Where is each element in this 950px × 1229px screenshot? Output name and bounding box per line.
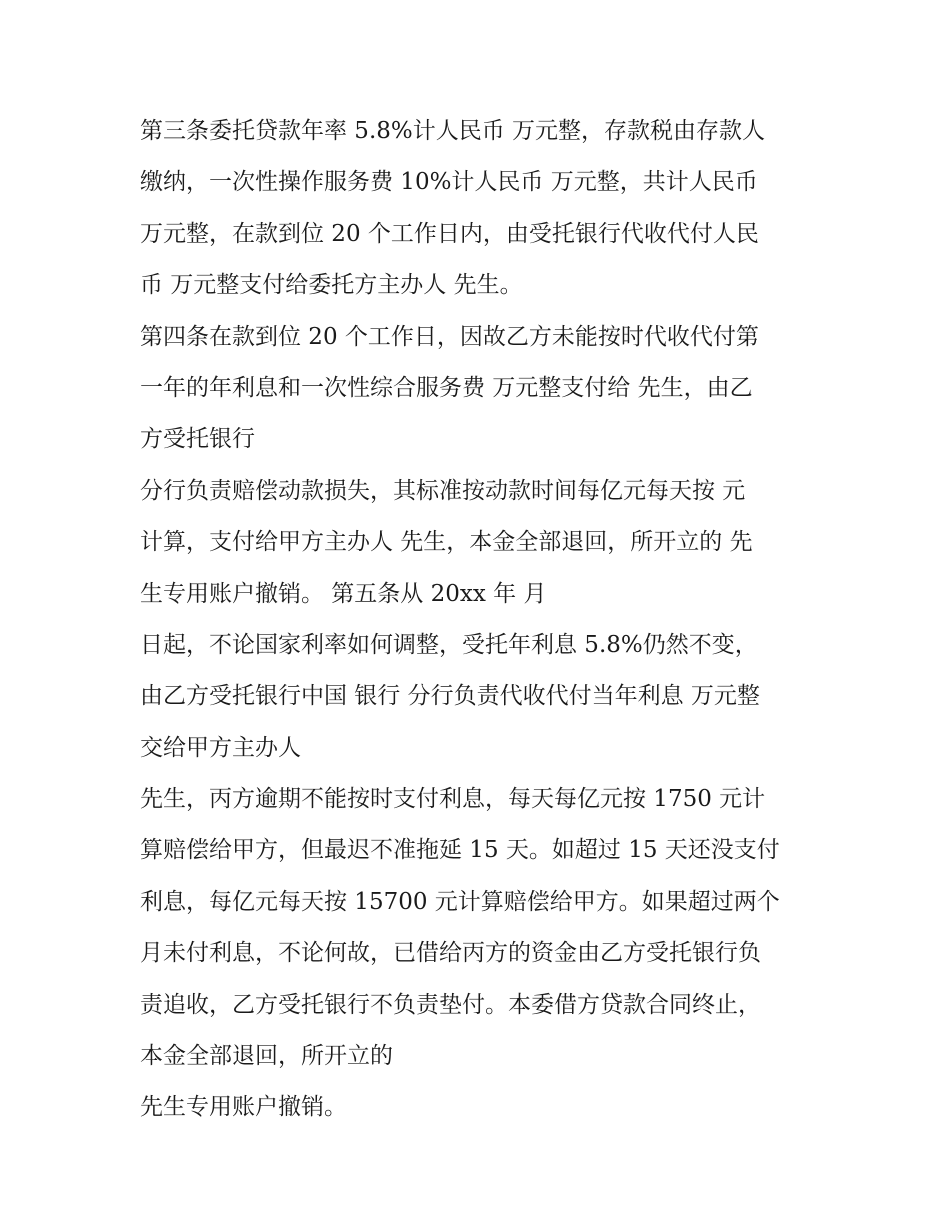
text-line: 第四条在款到位 20 个工作日，因故乙方未能按时代收代付第 (140, 323, 759, 350)
text-line: 缴纳，一次性操作服务费 10%计人民币 万元整，共计人民币 (140, 169, 758, 196)
text-line: 算赔偿给甲方，但最迟不准拖延 15 天。如超过 15 天还没支付 (140, 837, 780, 864)
text-line: 生专用账户撤销。 第五条从 20xx 年 月 (140, 580, 547, 607)
text-line: 万元整，在款到位 20 个工作日内，由受托银行代收代付人民 (140, 220, 759, 247)
text-line: 计算，支付给甲方主办人 先生，本金全部退回，所开立的 先 (140, 529, 753, 556)
text-line: 先生专用账户撤销。 (140, 1094, 347, 1121)
text-line: 月未付利息，不论何故，已借给丙方的资金由乙方受托银行负 (140, 940, 761, 967)
text-line: 先生，丙方逾期不能按时支付利息，每天每亿元按 1750 元计 (140, 786, 766, 813)
text-line: 分行负责赔偿动款损失，其标准按动款时间每亿元每天按 元 (140, 477, 746, 504)
text-line: 责追收，乙方受托银行不负责垫付。本委借方贷款合同终止， (140, 991, 761, 1018)
text-line: 由乙方受托银行中国 银行 分行负责代收代付当年利息 万元整 (140, 683, 760, 710)
text-line: 本金全部退回，所开立的 (140, 1043, 393, 1070)
text-line: 日起，不论国家利率如何调整，受托年利息 5.8%仍然不变， (140, 631, 758, 658)
text-line: 利息，每亿元每天按 15700 元计算赔偿给甲方。如果超过两个 (140, 888, 780, 915)
contract-text-body (140, 106, 820, 1134)
text-line: 币 万元整支付给委托方主办人 先生。 (140, 272, 523, 299)
text-line: 交给甲方主办人 (140, 734, 301, 761)
text-line: 一年的年利息和一次性综合服务费 万元整支付给 先生，由乙 (140, 374, 753, 401)
text-line: 第三条委托贷款年率 5.8%计人民币 万元整，存款税由存款人 (140, 118, 766, 144)
text-line: 方受托银行 (140, 426, 255, 453)
